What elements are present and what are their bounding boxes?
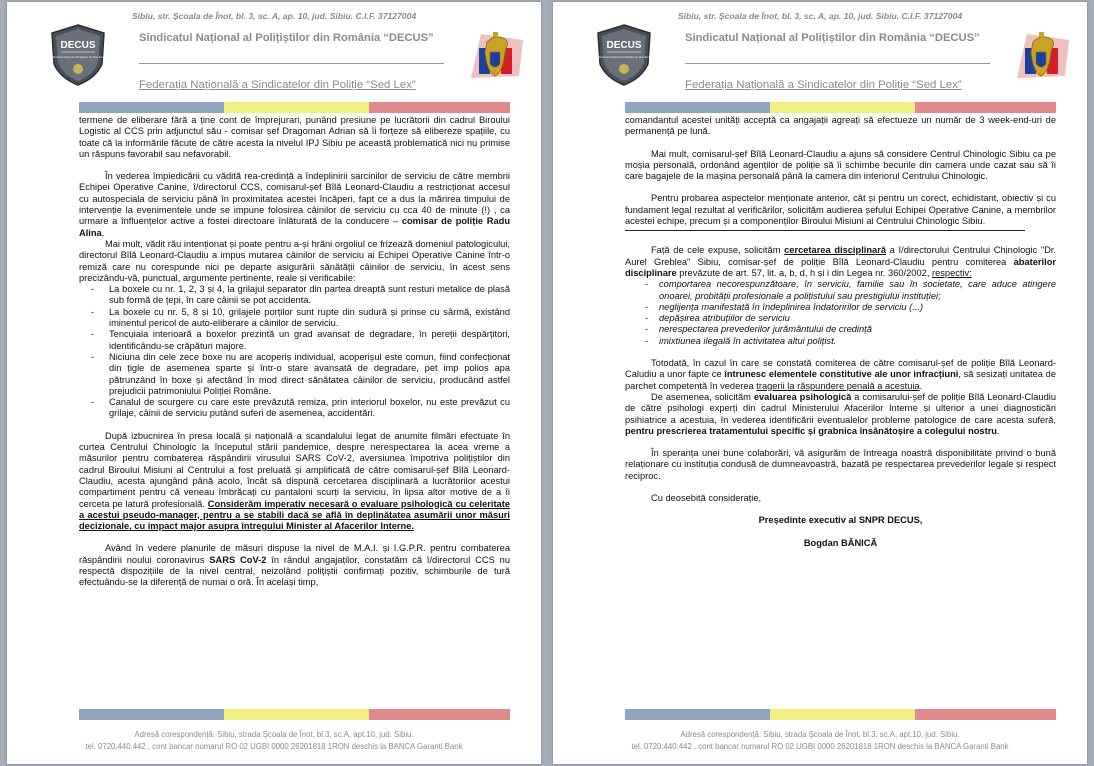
paragraph: comandantul acestei unități acceptă ca angajații agreați să efectueze un număr de 3 week-end-uri de permanență pe lună. <box>625 115 1056 137</box>
paragraph <box>625 392 1056 437</box>
paragraph: termene de eliberare fără a ține cont de împrejurari, punând presiune pe lucrătorii din cadrul Biroului Logistic al CCS prin adjunctul său - comisar șef Dragoman Adrian să îi forțeze să elibereze spațiile, cu toate că la informările făcute de către acesta la nivelul IPJ Sibiu pe această problematică nici nu primise un răspuns favorabil sau nefavorabil. <box>79 115 510 159</box>
text-run: a comisarului-șef de poliție Bîlă Leonard-Claudiu de către psihologi experți din cadrul Ministerului Afacerilor Interne și ulterior a unei diagnosticări psihiatrice a acestuia, în vederea identificării eventualelor probleme patologice de care acesta suferă, <box>625 391 1056 425</box>
list-item: - Niciuna din cele zece boxe nu are acoperiș individual, acoperișul este comun, fiind confecționat din țigle de asemenea sparte și într-o stare avansată de degradare, pet imp polios apa pătrunzând în boxe și afectând în mod direct sănătatea câinilor de serviciu, producând astfel prejudicii patrimoniului Poliției Române. <box>109 352 510 397</box>
header-address: Sibiu, str. Școala de Înot, bl. 3, sc. A, ap. 10, jud. Sibiu. C.I.F. 37127004 <box>131 11 417 21</box>
text-run: Având în vedere planurile de măsuri dispuse la nivel de M.A.I. și I.G.P.R. pentru combaterea răspândirii noului coronavirus <box>79 543 510 565</box>
header-address: Sibiu, str. Școala de Înot, bl. 3, sc. A, ap. 10, jud. Sibiu. C.I.F. 37127004 <box>677 11 963 21</box>
org-name: Sindicatul Național al Polițiștilor din România “DECUS” <box>685 32 980 44</box>
bold-text: comisar de poliție Radu Alina <box>79 216 510 238</box>
color-band-top <box>79 102 510 113</box>
text-run: Față de cele expuse, solicităm <box>651 245 785 256</box>
decus-logo <box>49 24 107 86</box>
bold-underlined-text: Considerăm imperativ necesară o evaluare psihologică cu celeritate a acestui pseudo-manager, pentru a se stabili dacă se află în deplinătatea asumării unor măsuri decizionale, cu impact major asupra întregului Minister al Afacerilor Interne. <box>79 498 510 532</box>
list-item: - Canalul de scurgere cu care este prevăzută remiza, prin interiorul boxelor, nu este prevăzut cu grilaje, câinii de serviciu putând suferi de asemenea, accidentări. <box>109 397 510 420</box>
text-run: prevăzute de art. 57, lit. a, b, d, h și i din Legea nr. 360/2002, <box>676 267 932 278</box>
bold-text: evaluarea psihologică <box>753 391 852 402</box>
logo-subtitle: Sindicatul Național al Polițiștilor din România <box>52 56 104 59</box>
footer <box>553 729 1087 753</box>
violations-list <box>625 279 1056 347</box>
bold-underlined-text: cercetarea disciplinară <box>784 245 886 256</box>
logo-text: DECUS <box>606 40 642 51</box>
document-page-1 <box>7 2 541 764</box>
paragraph: Mai mult, vădit rău intenționat și poate pentru a-și hrăni orgoliul ce frizează domeniul patologicului, directorul Bîlă Leonard-Claudiu a impus mutarea câinilor de serviciu ai Echipei Operative Canine într-o remiză care nu corespunde nici pe departe asigurării sănătății câinilor de serviciu, în acest sens precizându-vă, punctual, argumente pertinente, reale și verificabile: <box>79 238 510 283</box>
bold-text: întrunesc elementele constitutive ale unor infracțiuni <box>724 369 959 380</box>
paragraph <box>79 431 510 533</box>
list-item: - nerespectarea prevederilor jurământului de credință <box>659 324 1056 335</box>
list-item: - imixtiunea ilegală în activitatea altui polițist. <box>659 336 1056 347</box>
color-band-bottom <box>625 709 1056 720</box>
text-run: În vederea împiedicării cu vădită rea-credință a îndeplinirii sarcinilor de serviciu de către membrii Echipei Operative Canine, î/directorul CCS, comisarul-șef Bîlă Leonard-Claudiu a restricționat accesul cu autospeciala de serviciu până în proximitatea acestei încăperi, fapt ce a dus la mărirea timpului de intervenție la evenimentele unde se impune folosirea câinilor de serviciu cu cca 40 de minute (!) , ca urmare a înfluențelor active a fostei directoare înlăturată de la conducere – <box>79 171 510 227</box>
footer-bank: tel. 0720.440.442 , cont bancar numarul RO 02 UGBI 0000 26201818 1RON deschis la BANCA Garanti Bank <box>85 742 463 751</box>
text-run: Totodată, în cazul în care se constată comiterea de către comisarul-șef de poliție Bîlă Leonard-Caludiu a unor fapte ce <box>625 358 1056 380</box>
org-name: Sindicatul Național al Polițiștilor din România “DECUS” <box>139 32 434 44</box>
logo-subtitle: Sindicatul Național al Polițiștilor din România <box>598 56 650 59</box>
paragraph <box>79 543 510 588</box>
list-item: - neglijența manifestată în îndeplinirea îndatoririlor de serviciu (...) <box>659 302 1056 313</box>
color-band-bottom <box>79 709 510 720</box>
romania-coat-of-arms-icon <box>463 28 531 88</box>
paragraph <box>625 245 1056 279</box>
text-run: După izbucnirea în presa locală și națională a scandalului legat de anumite filmări efectuate în curtea Centrului Chinologic la începutul stării pandemice, despre nerespectarea la acea vreme a măsurilor pentru combaterea răspândirii virusului SARS CoV-2, aversiunea împotriva polițiștilor din cadrul Biroului Misiuni al Centrului a fost preluată și amplificată de către comisarul-șef Bîlă Leonard-Claudiu, acesta ajungând până acolo, încât să dispună cercetarea disciplinară a lucrătorilor acestui compartiment pentru că veneau îmbrăcați cu pantaloni scurți la serviciu, în lipsa altor motive de a îi cerceta pe latură profesională. <box>79 430 510 509</box>
logo-text: DECUS <box>60 40 96 51</box>
page-1-body <box>79 115 510 693</box>
footer-address: Adresă corespondență: Sibiu, strada Școala de Înot, bl.3, sc.A, apt.10, jud. Sibiu. <box>680 730 960 739</box>
bold-text: SARS CoV-2 <box>209 554 267 565</box>
list-item: - La boxele cu nr. 5, 8 și 10, grilajele porților sunt rupte din sudură și prinse cu sârmă, existând iminentul pericol de auto-eliberare a câinilor de serviciu. <box>109 307 510 330</box>
defects-list <box>79 284 510 420</box>
footer-address: Adresă corespondență: Sibiu, strada Școala de Înot, bl.3, sc.A, apt.10, jud. Sibiu. <box>134 730 414 739</box>
text-run: a î/directorului Centrului Chinologic "Dr. Aurel Greblea" Sibiu, comisar-șef de poliție Bîlă Leonard-Claudiu pentru comiterea <box>625 245 1056 267</box>
horizontal-rule <box>625 230 1025 231</box>
paragraph: În vederea împiedicării cu vădită rea-credință a îndeplinirii sarcinilor de serviciu de către membrii Echipei Operative Canine, î/directorul CCS, comisarul-șef Bîlă Leonard-Claudiu a restricționat accesul cu autospeciala de serviciu până în proximitatea acestei încăperi, fapt ce a dus la mărirea timpului de intervenție la evenimentele unde se impune folosirea câinilor de serviciu cu cca 40 de minute (!) , ca urmare a înfluențelor active a fostei directoare înlăturată de la conducere – comisar de poliție Radu Alina. <box>79 171 510 238</box>
federation-name: Federația Națională a Sindicatelor din Poliție “Sed Lex” <box>139 79 416 91</box>
bold-text: abaterilor disciplinare <box>625 256 1056 278</box>
romania-coat-of-arms-icon <box>1009 28 1077 88</box>
list-item: - depășirea atribuțiilor de serviciu <box>659 313 1056 324</box>
list-item: - La boxele cu nr. 1, 2, 3 și 4, la grilajul separator din partea dreaptă sunt resturi metalice de plasă sub formă de țepi, în care câinii se pot accidenta. <box>109 284 510 307</box>
header-divider <box>685 63 990 64</box>
paragraph: Mai mult, comisarul-șef Bîlă Leonard-Claudiu a ajuns să considere Centrul Chinologic Sibiu ca pe moșia personală, ordonând agenților de poliție să îi schimbe becurile din camera unde cazat sau să îi care bagajele de la mașina personală până la camera din interiorul Centrului Chinologic. <box>625 148 1056 182</box>
federation-name: Federația Națională a Sindicatelor din Poliție “Sed Lex” <box>685 79 962 91</box>
signature-title: Președinte executiv al SNPR DECUS, <box>758 515 923 526</box>
list-item: - comportarea necorespunzătoare, în serviciu, familie sau în societate, care aduce atingere onoarei, probității profesionale a polițistului sau prestigiului instituției; <box>659 279 1056 302</box>
page-2-body <box>625 115 1056 693</box>
underlined-text: respectiv: <box>932 267 972 278</box>
closing: Cu deosebită considerație, <box>651 493 762 504</box>
list-item: - Tencuiala interioară a boxelor prezintă un grad avansat de degradare, în pereții despărțitori, identificându-se crăpături majore. <box>109 329 510 352</box>
underlined-text: tragerii la răspundere penală a acestuia <box>756 380 920 391</box>
color-band-top <box>625 102 1056 113</box>
text-run: în rândul angajaților, constatăm că î/directorul CCS nu respectă dispozițiile de la nivel central, neizolând polițiștii confirmați pozitiv, schimburile de tură efectuându-se la diferență de numai o oră. În același timp, <box>79 554 510 588</box>
bold-text: pentru prescrierea tratamentului specific și grabnica însănătoșire a colegului nostru <box>625 425 997 436</box>
footer-bank: tel. 0720.440.442 , cont bancar numarul RO 02 UGBI 0000 26201818 1RON deschis la BANCA Garanti Bank <box>631 742 1009 751</box>
signature-name: Bogdan BĂNICĂ <box>803 537 878 548</box>
document-page-2 <box>553 2 1087 764</box>
header-divider <box>139 63 444 64</box>
decus-logo <box>595 24 653 86</box>
text-run: , să sesizați unitatea de parchet competentă în vederea <box>625 369 1056 391</box>
text-run: . <box>997 425 1000 436</box>
paragraph <box>625 358 1056 392</box>
text-run: . <box>919 380 923 391</box>
text-run: De asemenea, solicităm <box>651 391 754 402</box>
paragraph: Pentru probarea aspectelor menționate anterior, cât și pentru un corect, echidistant, obiectiv și cu fundament legal rezultat al verificărilor, solicităm audierea șefului Echipei Operative Canine, a membrilor acestei echipe, precum și a componenților Biroului Misiuni ai Centrului Chinologic Sibiu. <box>625 193 1056 227</box>
paragraph: În speranța unei bune colaborări, vă asigurăm de întreaga noastră disponibilitate privind o bună relaționare cu instituția condusă de dumneavoastră, bazată pe respectarea prevederilor legale și respect reciproc. <box>625 448 1056 481</box>
footer <box>7 729 541 753</box>
